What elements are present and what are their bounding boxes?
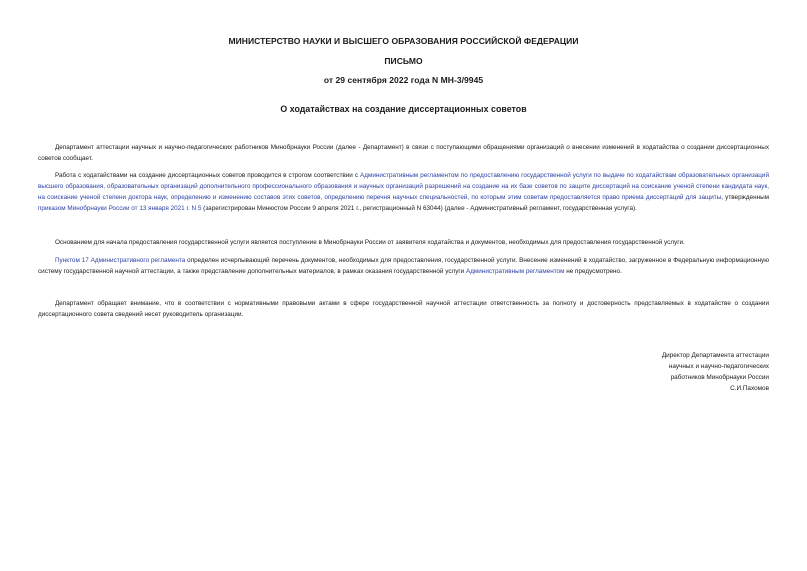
paragraph-documents-text-1: определен исчерпывающий перечень документов, необходимых для предоставления, государственной услуги. Внесение изменений в ходатайство, загруженное в Федеральную информационную систему государственной научной аттестации, а также представление дополнительных материалов, в рамках оказания государственной услуги bbox=[38, 257, 769, 275]
admin-regulation-link[interactable]: Административным регламентом по предоставлению государственной услуги по выдаче по ходатайствам образовательных организаций высшего образования, образовательных организаций дополнительного профессионального образования и научных организаций разрешений на создание на их базе советов по защите диссертаций на соискание ученой степени кандидата наук, на соискание ученой степени доктора наук, определению и изменению составов этих советов, определению перечня научных специальностей, по которым этим советам предоставляется право приема диссертаций для защиты bbox=[38, 172, 769, 201]
paragraph-basis bbox=[38, 237, 769, 248]
ministry-heading: МИНИСТЕРСТВО НАУКИ И ВЫСШЕГО ОБРАЗОВАНИЯ РОССИЙСКОЙ ФЕДЕРАЦИИ bbox=[228, 36, 579, 46]
paragraph-regulation-text-1: Работа с ходатайствами на создание диссертационных советов проводится в строгом соответствии с bbox=[55, 172, 361, 179]
signature-name: С.И.Пахомов bbox=[730, 385, 769, 392]
paragraph-intro bbox=[38, 142, 769, 164]
paragraph-regulation-text-3: (зарегистрирован Минюстом России 9 апреля 2021 г., регистрационный N 63044) (далее - Административный регламент, государственная услуга). bbox=[201, 205, 637, 212]
document-date-number: от 29 сентября 2022 года N МН-3/9945 bbox=[323, 75, 484, 85]
paragraph-responsibility-text: Департамент обращает внимание, что в соответствии с нормативными правовыми актами в сфере государственной научной аттестации ответственность за полноту и достоверность представляемых в ходатайстве о создании диссертационного совета сведений несет руководитель организации. bbox=[38, 300, 769, 318]
paragraph-regulation bbox=[38, 170, 769, 214]
document-type: ПИСЬМО bbox=[384, 56, 423, 66]
paragraph-regulation-text-2: , утвержденным bbox=[721, 194, 769, 201]
paragraph-documents bbox=[38, 255, 769, 277]
paragraph-responsibility bbox=[38, 298, 769, 320]
order-link[interactable]: приказом Минобрнауки России от 13 января 2021 г. N 5 bbox=[38, 205, 202, 212]
paragraph-documents-text-2: не предусмотрено. bbox=[564, 268, 622, 275]
admin-regulation-link-2[interactable]: Административным регламентом bbox=[465, 268, 565, 275]
document-subject: О ходатайствах на создание диссертационных советов bbox=[280, 104, 527, 114]
signature-block bbox=[662, 350, 769, 394]
signature-line-3: работников Минобрнауки России bbox=[670, 374, 769, 381]
paragraph-basis-text: Основанием для начала предоставления государственной услуги является поступление в Минобрнауки России от заявителя ходатайства и документов, необходимых для предоставления государственной услуги. bbox=[55, 239, 685, 246]
clause-17-link[interactable]: Пунктом 17 Административного регламента bbox=[55, 257, 186, 264]
paragraph-intro-text: Департамент аттестации научных и научно-педагогических работников Минобрнауки России (далее - Департамент) в связи с поступающими обращениями организаций о внесении изменений в ходатайства о создании диссертационных советов сообщает. bbox=[38, 144, 769, 162]
signature-line-1: Директор Департамента аттестации bbox=[661, 352, 769, 359]
signature-line-2: научных и научно-педагогических bbox=[668, 363, 769, 370]
